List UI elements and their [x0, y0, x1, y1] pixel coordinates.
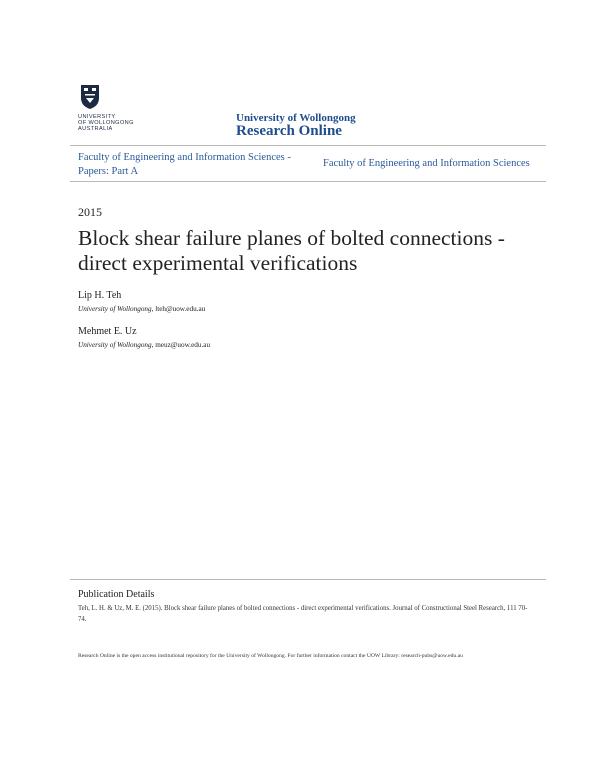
publication-details-heading: Publication Details: [78, 589, 155, 600]
author-name[interactable]: Mehmet E. Uz: [78, 326, 137, 337]
logo-line-2: OF WOLLONGONG: [78, 120, 134, 126]
divider-bottom: [70, 181, 546, 182]
faculty-papers-link[interactable]: Faculty of Engineering and Information Sciences - Papers: Part A: [78, 152, 291, 177]
university-logo[interactable]: [78, 84, 150, 136]
logo-line-3: AUSTRALIA: [78, 126, 113, 132]
author-email[interactable]: lteh@uow.edu.au: [155, 305, 206, 313]
affiliation-name: University of Wollongong: [78, 341, 152, 349]
affiliation-name: University of Wollongong: [78, 305, 152, 313]
author-email[interactable]: meuz@uow.edu.au: [155, 341, 211, 349]
author-affiliation: University of Wollongong, lteh@uow.edu.au: [78, 305, 206, 313]
repository-footer: Research Online is the open access institutional repository for the University of Wollongong. For further information contact the UOW Library: research-pubs@uow.edu.au: [78, 653, 463, 659]
university-link[interactable]: University of Wollongong: [236, 112, 356, 124]
divider-publication: [70, 579, 546, 580]
research-online-link[interactable]: Research Online: [236, 123, 342, 139]
publication-year: 2015: [78, 205, 102, 219]
faculty-link[interactable]: Faculty of Engineering and Information Sciences: [323, 158, 530, 169]
paper-title[interactable]: Block shear failure planes of bolted connections - direct experimental verifications: [78, 226, 505, 275]
logo-line-1: UNIVERSITY: [78, 114, 116, 120]
author-affiliation: University of Wollongong, meuz@uow.edu.au: [78, 341, 211, 349]
author-name[interactable]: Lip H. Teh: [78, 290, 122, 301]
publication-citation: Teh, L. H. & Uz, M. E. (2015). Block shear failure planes of bolted connections - direct experimental verifications. Journal of Constructional Steel Research, 111 70-74.: [78, 605, 528, 623]
crest-icon: [80, 84, 100, 110]
divider-top: [70, 145, 546, 146]
